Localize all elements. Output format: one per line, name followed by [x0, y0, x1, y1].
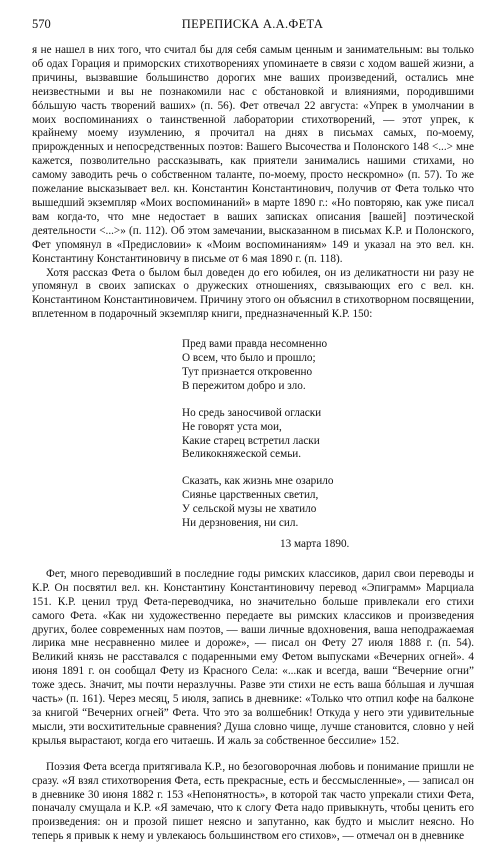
paragraph-2: Хотя рассказ Фета о былом был доведен до его юбилея, он из деликатности ни разу не упомянул в своих записках о дружеских отношениях, связывающих его с вел. кн. Константином Константиновичем. Причину этого он объяснил в стихотворном посвящении, вплетенном в подарочный экземпляр книги, предназначенный К.Р. 150:: [32, 266, 474, 321]
poem-line: Сиянье царственных светил,: [182, 489, 319, 502]
poem-line: Тут признается откровенно: [182, 365, 313, 378]
page-header: [32, 16, 473, 32]
poem-line: У сельской музы не хватило: [182, 503, 317, 516]
page-body: [32, 44, 474, 844]
poem-line: О всем, что было и прошло;: [182, 352, 316, 365]
poem-line: В пережитом добро и зло.: [182, 379, 306, 392]
poem-line: Ни дерзновения, ни сил.: [182, 517, 299, 530]
paragraph-3: Фет, много переводивший в последние годы римских классиков, дарил свои переводы и К.Р. Он посвятил вел. кн. Константину Константиновичу перевод «Эпиграмм» Марциала 151. К.Р. ценил труд Фета-переводчика, но значительно больше привлекали его стихи самого Фета. «Как ни художественно передаете вы римских классиков и произведения других, более современных нам поэтов, — ваши личные вдохновения, ваша неподражаемая лирика мне несравненно милее и дороже», — писал он Фету 27 июля 1888 г. (п. 54). Великий князь не расставался с подаренными ему Фетом выпусками «Вечерних огней». 4 июня 1891 г. он сообщал Фету из Красного Села: «...как и всегда, ваши “Вечерние огни” тоже здесь. Значит, мы почти неразлучны. Разве эти стихи не есть ваша бóльшая и лучшая часть» (п. 161). Через месяц, 5 июля, запись в дневнике: «Только что отпил кофе на балконе за книгой “Вечерних огней” Фета. Что это за волшебник! Откуда у него эти удивительные мысли, эти восхитительные сравнения? Душа словно чище, лучше становится, словно у ней крылья вырастают, когда его читаешь. И жаль за собственное бессилие» 152.: [32, 567, 474, 747]
poem-stanza-2: [182, 407, 474, 463]
poem-line: Пред вами правда несомненно: [182, 338, 328, 351]
poem: [182, 338, 474, 552]
poem-line: Какие старец встретил ласки: [182, 434, 320, 447]
poem-line: Великокняжеской семьи.: [182, 448, 302, 461]
poem-line: Но средь заносчивой огласки: [182, 406, 322, 419]
running-title: ПЕРЕПИСКА А.А.ФЕТА: [181, 17, 324, 31]
poem-stanza-3: [182, 475, 474, 531]
poem-line: Сказать, как жизнь мне озарило: [182, 475, 334, 488]
poem-line: Не говорят уста мои,: [182, 420, 282, 433]
paragraph-4: Поэзия Фета всегда притягивала К.Р., но безоговорочная любовь и понимание пришли не сразу. «Я взял стихотворения Фета, есть прекрасные, есть и бессмысленные», — записал он в дневнике 30 июня 1882 г. 153 «Непонятность», в которой так часто упрекали стихи Фета, поначалу смущала и К.Р. «Я замечаю, что к слогу Фета надо привыкнуть, чтобы ценить его произведения: он и прозой пишет неясно и запутанно, как будто и мыслит неясно. Но теперь я привык к нему и увлекаюсь большинством его стихов», — отмечал он в дневнике: [32, 760, 474, 843]
poem-stanza-1: [182, 338, 474, 394]
paragraph-1: я не нашел в них того, что считал бы для себя самым ценным и занимательным: вы только об одах Горация и приморских стихотворениях упоминаете в связи с ходом вашей жизни, а причины, вызвавшие большинство дорогих мне ваших произведений, остались мне неизвестными и вы не познакомили нас с обстановкой и влияниями, породившими бóльшую часть творений ваших» (п. 56). Фет отвечал 22 августа: «Упрек в умолчании в моих воспоминаниях о таинственной лаборатории стихотворений, — этот упрек, к крайнему моему изумлению, я прочитал на днях в письмах самых, по-моему, прирожденных и непосредственных поэтов: Вашего Высочества и Полонского 148 <...> мне кажется, позволительно рассказывать, как приятели занимались нашими стихами, но самому заводить речь о собственном таланте, по-моему, просто нескромно» (п. 57). То же пожелание высказывает вел. кн. Константин Константинович, получив от Фета только что вышедший экземпляр «Моих воспоминаний» в марте 1890 г.: «Но повторяю, как уже писал вам когда-то, что мне недостает в ваших записках описания [вашей] поэтической деятельности <...>» (п. 112). Об этом замечании, высказанном в письмах К.Р. и Полонского, Фет упомянул в «Предисловии» к «Моим воспоминаниям» 149 и указал на это вел. кн. Константину Константиновичу в письме от 6 мая 1890 г. (п. 118).: [32, 44, 474, 265]
poem-date: 13 марта 1890.: [280, 538, 350, 550]
page-number: 570: [32, 17, 51, 31]
